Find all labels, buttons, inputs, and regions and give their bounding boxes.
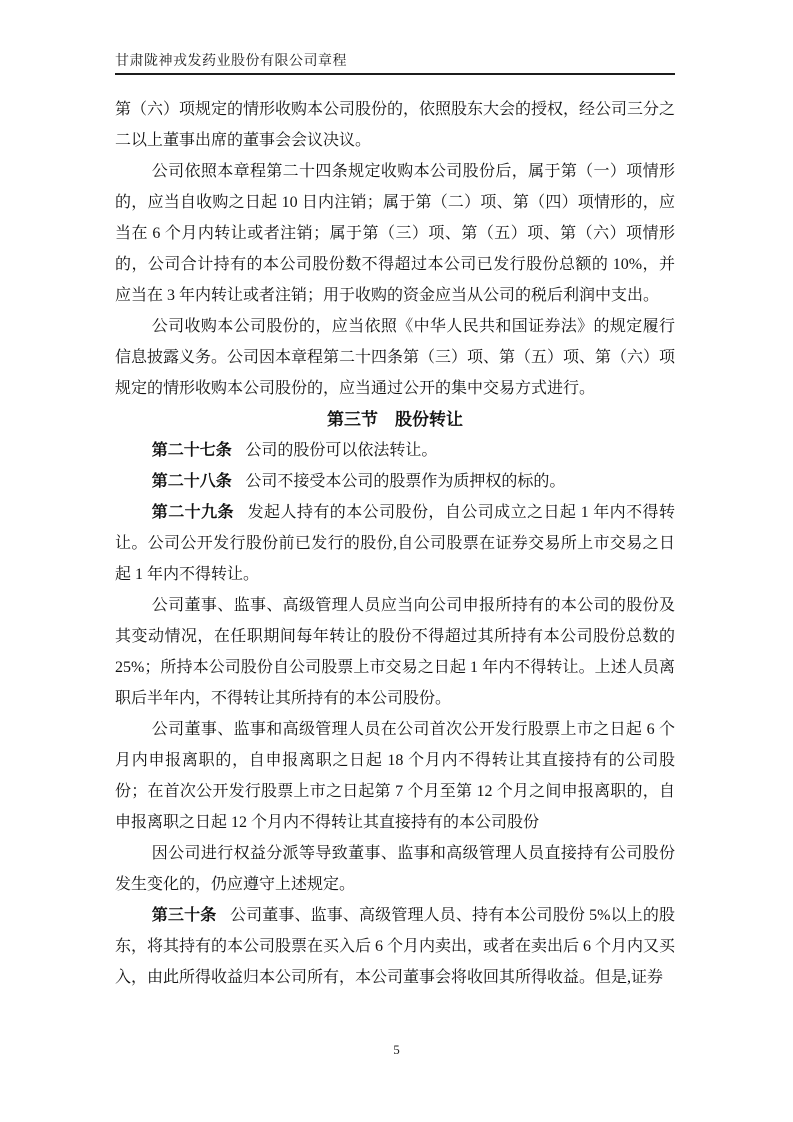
article-30 <box>115 900 675 993</box>
paragraph: 公司董事、监事和高级管理人员在公司首次公开发行股票上市之日起 6 个月内申报离职的，自申报离职之日起 18 个月内不得转让其直接持有的公司股份；在首次公开发行股票上市之日起第 7 个月至第 12 个月之间申报离职的，自申报离职之日起 12 个月内不得转让其直接持有的本公司股份 <box>115 721 675 831</box>
article-28 <box>115 466 675 497</box>
article-text: 公司的股份可以依法转让。 <box>245 442 438 459</box>
article-number: 第二十八条 <box>151 473 232 490</box>
paragraph: 公司收购本公司股份的，应当依照《中华人民共和国证券法》的规定履行信息披露义务。公司因本章程第二十四条第（三）项、第（五）项、第（六）项规定的情形收购本公司股份的，应当通过公开的集中交易方式进行。 <box>115 318 676 397</box>
section-heading: 第三节 股份转让 <box>327 410 463 429</box>
paragraph: 因公司进行权益分派等导致董事、监事和高级管理人员直接持有公司股份发生变化的，仍应遵守上述规定。 <box>115 845 675 893</box>
header-title: 甘肃陇神戎发药业股份有限公司章程 <box>115 54 347 69</box>
article-number: 第二十九条 <box>151 504 234 521</box>
document-body <box>115 94 675 993</box>
page-number: 5 <box>393 1042 400 1057</box>
paragraph-continuation: 第（六）项规定的情形收购本公司股份的，依照股东大会的授权，经公司三分之二以上董事出席的董事会会议决议。 <box>115 101 676 149</box>
page-header <box>115 54 675 75</box>
page-footer <box>0 1042 793 1058</box>
article-text: 公司董事、监事、高级管理人员、持有本公司股份 5%以上的股东，将其持有的本公司股票在买入后 6 个月内卖出，或者在卖出后 6 个月内又买入，由此所得收益归本公司所有，本公司董事会将收回其所得收益。但是,证券 <box>115 907 676 986</box>
article-29 <box>115 497 675 590</box>
article-text: 发起人持有的本公司股份，自公司成立之日起 1 年内不得转让。公司公开发行股份前已发行的股份,自公司股票在证券交易所上市交易之日起 1 年内不得转让。 <box>115 504 675 583</box>
article-number: 第二十七条 <box>151 442 232 459</box>
article-27 <box>115 435 675 466</box>
paragraph: 公司董事、监事、高级管理人员应当向公司申报所持有的本公司的股份及其变动情况，在任职期间每年转让的股份不得超过其所持有本公司股份总数的 25%；所持本公司股份自公司股票上市交易之日起 1 年内不得转让。上述人员离职后半年内，不得转让其所持有的本公司股份。 <box>115 597 675 707</box>
paragraph: 公司依照本章程第二十四条规定收购本公司股份后，属于第（一）项情形的，应当自收购之日起 10 日内注销；属于第（二）项、第（四）项情形的，应当在 6 个月内转让或者注销；属于第（三）项、第（五）项、第（六）项情形的，公司合计持有的本公司股份数不得超过本公司已发行股份总额的 10%，并应当在 3 年内转让或者注销；用于收购的资金应当从公司的税后利润中支出。 <box>115 163 675 304</box>
article-number: 第三十条 <box>151 907 217 924</box>
article-text: 公司不接受本公司的股票作为质押权的标的。 <box>245 473 566 490</box>
